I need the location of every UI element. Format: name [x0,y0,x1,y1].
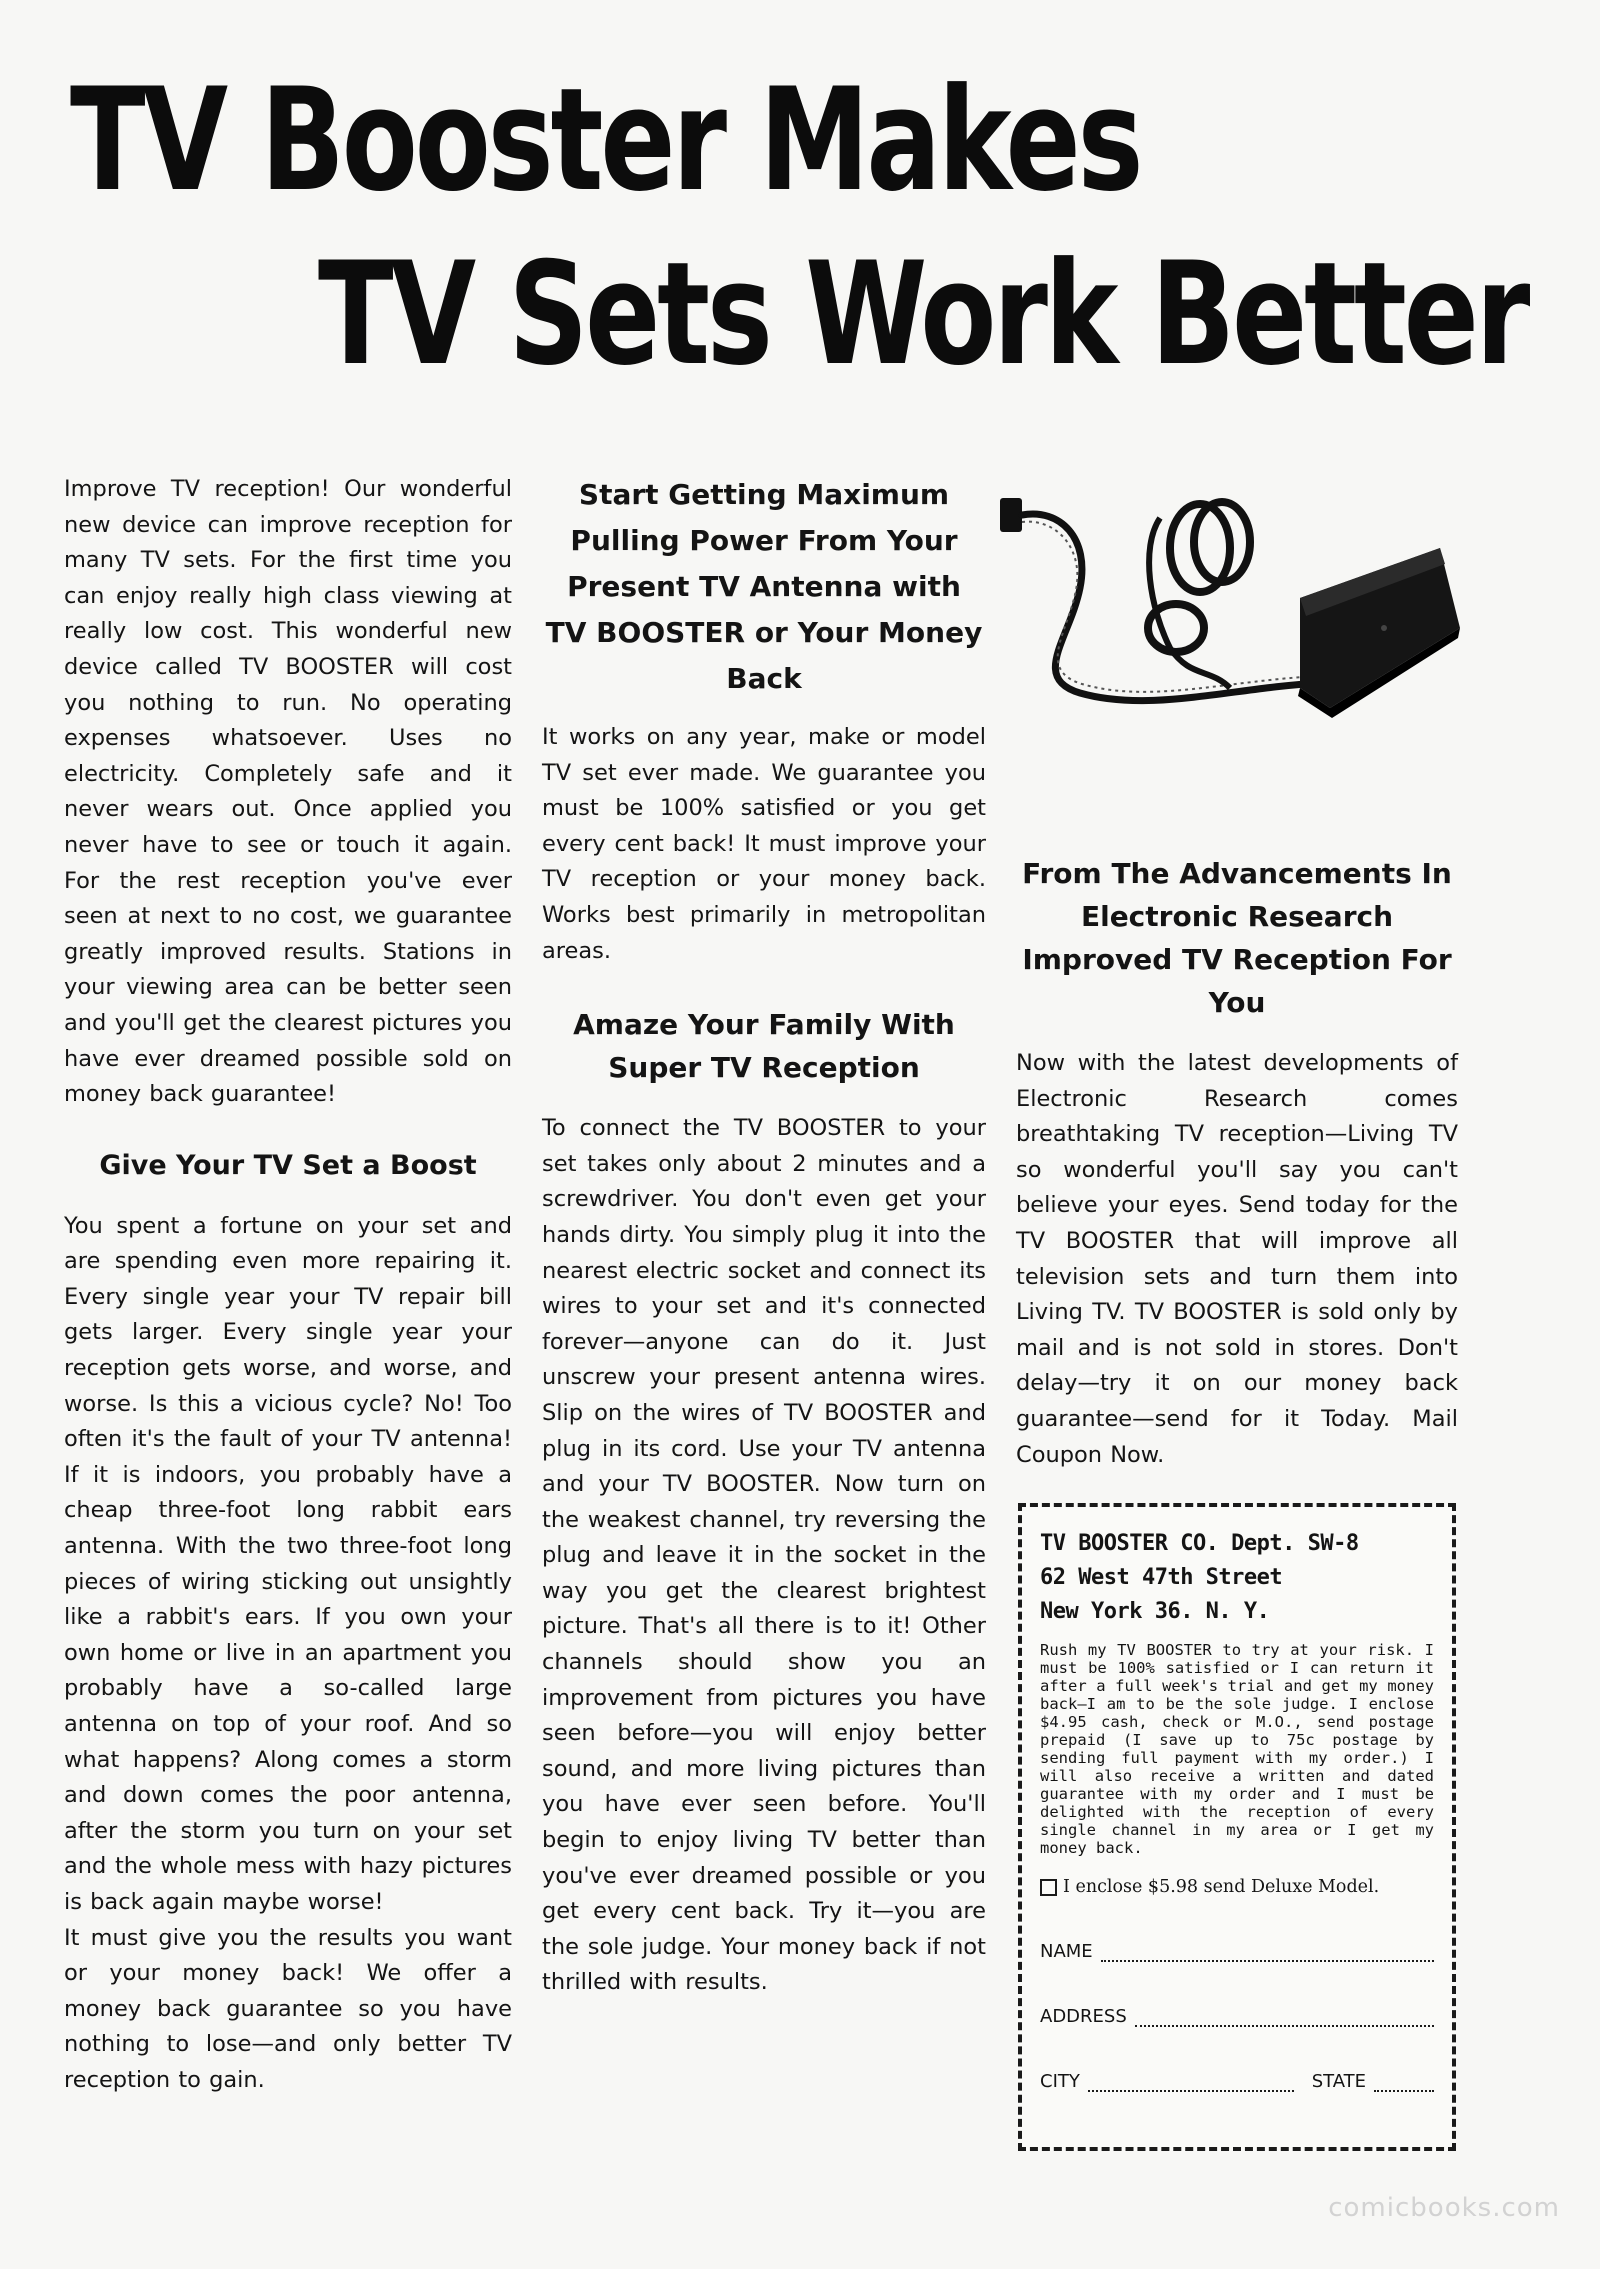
coupon-street: 62 West 47th Street [1040,1565,1283,1590]
column-left [64,472,512,2099]
city-state-field-row[interactable] [1040,2071,1434,2092]
column-middle [542,472,986,2001]
order-coupon [1018,1503,1456,2151]
guarantee-paragraph: It must give you the results you want or your money back! We offer a money back guarantee so you have nothing to lose—and only better TV reception to gain. [64,1924,512,2093]
subhead-amaze-family: Amaze Your Family With Super TV Reception [573,1008,955,1085]
site-watermark: comicbooks.com [1328,2193,1560,2223]
subhead-give-boost: Give Your TV Set a Boost [99,1149,477,1181]
address-field[interactable] [1135,2007,1434,2027]
connect-instructions-paragraph: To connect the TV BOOSTER to your set takes only about 2 minutes and a screwdriver. You don't even get your hands dirty. You simply plug it into the nearest electric socket and connect its wires to your set and it's connected forever—anyone can do it. Just unscrew your present antenna wires. Slip on the wires of TV BOOSTER and plug in its cord. Use your TV antenna and your TV BOOSTER. Now turn on the weakest channel, try reversing the plug and leave it in the socket in the way you get the clearest brightest picture. That's all there is to it! Other channels should show you an improvement from pictures you have seen before—you will enjoy better sound, and more living pictures than you have ever seen before. You'll begin to enjoy living TV better than you've ever dreamed possible or you get every cent back. Try it—you are the sole judge. Your money back if not thrilled with results. [542,1115,986,1996]
name-label: NAME [1040,1941,1093,1962]
coupon-city-line: New York 36. N. Y. [1040,1599,1270,1624]
deluxe-checkbox[interactable] [1040,1879,1057,1896]
city-label: CITY [1040,2071,1080,2092]
boost-paragraph: You spent a fortune on your set and are spending even more repairing it. Every single year your TV repair bill gets larger. Every single year your reception gets worse, and worse, and worse. Is this a vicious cycle? No! Too often it's the fault of your TV antenna! If it is indoors, you probably have a cheap three-foot long rabbit ears antenna. With the two three-foot long pieces of wiring sticking out unsightly like a rabbit's ears. If you own your own home or live in an apartment you probably have a so-called large antenna on top of your roof. And so what happens? Along comes a storm and down comes the poor antenna, after the storm you turn on your set and the whole mess with hazy pictures is back again maybe worse! [64,1212,512,1915]
intro-paragraph: Improve TV reception! Our wonderful new device can improve reception for many TV sets. For the first time you can enjoy really high class viewing at really low cost. This wonderful new device called TV BOOSTER will cost you nothing to run. No operating expenses whatsoever. Uses no electricity. Completely safe and it never wears out. Once applied you never have to see or touch it again. For the rest reception you've ever seen at next to no cost, we guarantee greatly improved results. Stations in your viewing area can be better seen and you'll get the clearest pictures you have ever dreamed possible sold on money back guarantee! [64,476,512,1108]
works-any-set-paragraph: It works on any year, make or model TV set ever made. We guarantee you must be 100% satisfied or you get every cent back! It must improve your TV reception or your money back. Works best primarily in metropolitan areas. [542,724,986,964]
address-field-row[interactable] [1040,2006,1434,2027]
state-label: STATE [1311,2071,1366,2092]
subhead-electronic-research: From The Advancements In Electronic Research Improved TV Reception For You [1022,857,1452,1019]
tv-booster-device-illustration [1000,478,1460,758]
deluxe-option[interactable] [1040,1877,1434,1897]
name-field-row[interactable] [1040,1941,1434,1962]
address-label: ADDRESS [1040,2006,1127,2027]
city-field[interactable] [1088,2072,1294,2092]
headline-line-1: TV Booster Makes [70,58,1141,223]
name-field[interactable] [1101,1942,1434,1962]
subhead-maximum-power: Start Getting Maximum Pulling Power From Your Present TV Antenna with TV BOOSTER or Your Money Back [545,478,983,695]
state-field[interactable] [1374,2072,1434,2092]
coupon-company: TV BOOSTER CO. Dept. SW-8 [1040,1531,1359,1556]
living-tv-paragraph: Now with the latest developments of Electronic Research comes breathtaking TV reception—Living TV so wonderful you'll say you can't believe your eyes. Send today for the TV BOOSTER that will improve all television sets and turn them into Living TV. TV BOOSTER is sold only by mail and is not sold in stores. Don't delay—try it on our money back guarantee—send for it Today. Mail Coupon Now. [1016,1050,1458,1468]
headline-line-2: TV Sets Work Better [318,232,1528,397]
coupon-terms: Rush my TV BOOSTER to try at your risk. I must be 100% satisfied or I can return it after a full week's trial and get my money back—I am to be the sole judge. I enclose $4.95 cash, check or M.O., send postage prepaid (I save up to 75c postage by sending full payment with my order.) I will also receive a written and dated guarantee with my order and I must be delighted with the reception of every single channel in my area or I get my money back. [1040,1641,1434,1857]
deluxe-label: I enclose $5.98 send Deluxe Model. [1063,1877,1380,1897]
